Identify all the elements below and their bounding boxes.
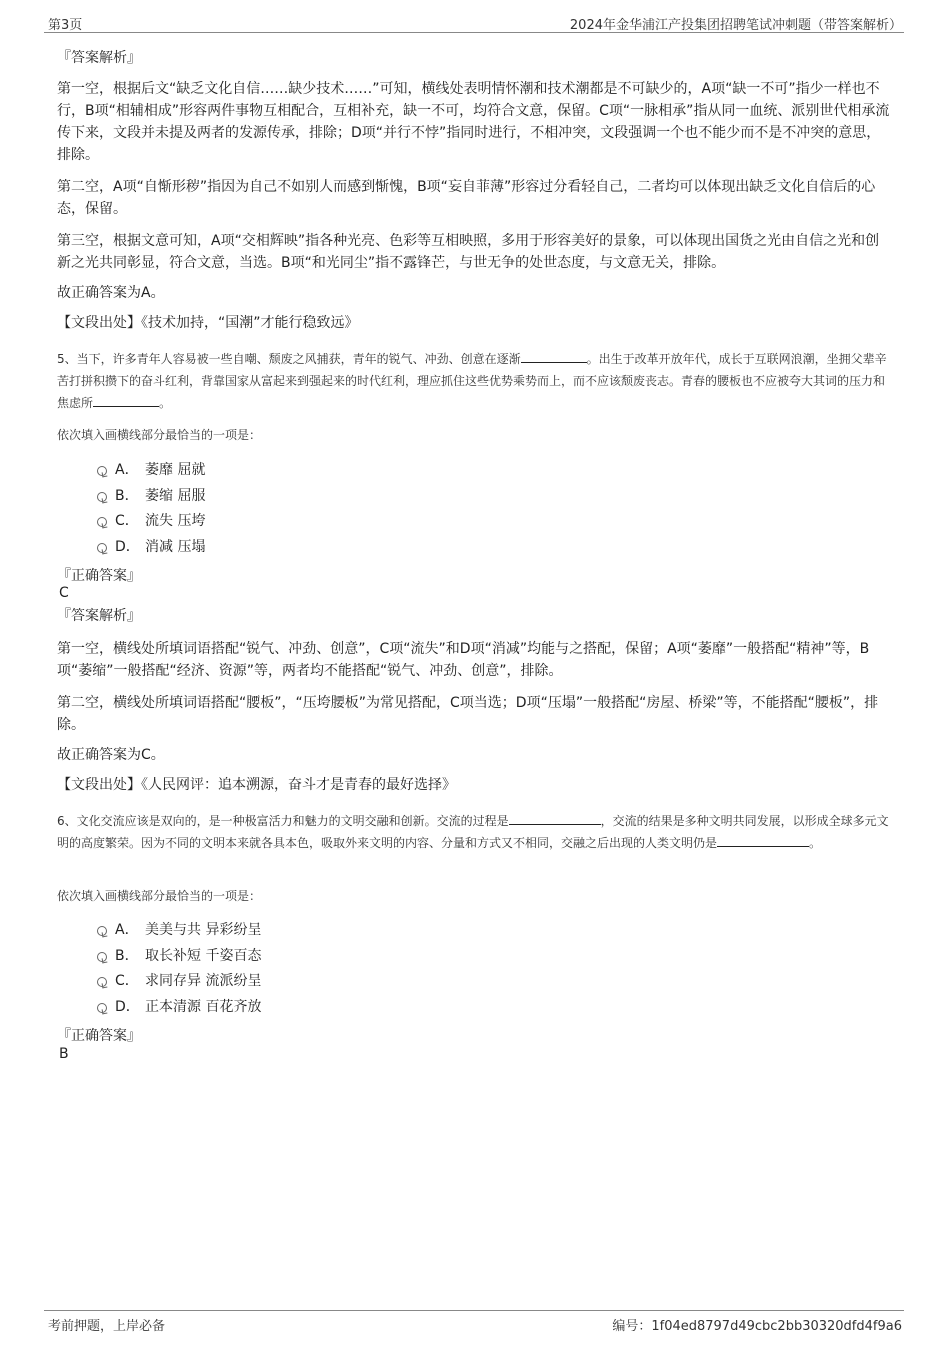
radio-icon[interactable]	[97, 517, 107, 527]
radio-icon[interactable]	[97, 543, 107, 553]
q5-answer-conclusion: 故正确答案为C。	[57, 747, 165, 763]
radio-icon[interactable]	[97, 952, 107, 962]
radio-icon[interactable]	[97, 926, 107, 936]
document-title: 2024年金华浦江产投集团招聘笔试冲刺题（带答案解析）	[569, 18, 902, 33]
q6-option-b[interactable]: B． 取长补短 千姿百态	[97, 946, 261, 972]
q6-prompt: 依次填入画横线部分最恰当的一项是：	[57, 889, 262, 903]
page-number: 第3页	[48, 18, 83, 33]
q4-analysis-p2: 第二空，A项“自惭形秽”指因为自己不如别人而感到惭愧，B项“妄自菲薄”形容过分看轻自己，二者均可以体现出缺乏文化自信后的心态，保留。	[57, 179, 876, 217]
q5-analysis	[57, 638, 892, 796]
q5-prompt: 依次填入画横线部分最恰当的一项是：	[57, 428, 262, 442]
q6-options	[97, 920, 261, 1022]
q5-option-d[interactable]: D． 消减 压塌	[97, 537, 205, 563]
q4-analysis-p1: 第一空，根据后文“缺乏文化自信……缺少技术……”可知，横线处表明情怀潮和技术潮都是不可缺少的，A项“缺一不可”指少一样也不行，B项“相辅相成”形容两件事物互相配合，互相补充，缺一不可，均符合文意，保留。C项“一脉相承”指从同一血统、派别世代相承流传下来，文段并未提及两者的发源传承，排除；D项“并行不悖”指同时进行，不相冲突，文段强调一个也不能少而不是不冲突的意思，排除。	[57, 81, 890, 163]
q5-option-b[interactable]: B． 萎缩 屈服	[97, 486, 205, 512]
radio-icon[interactable]	[97, 977, 107, 987]
q5-blank-2	[93, 392, 159, 407]
footer-slogan: 考前押题，上岸必备	[48, 1319, 166, 1334]
q5-blank-1	[521, 348, 587, 363]
q5-option-c[interactable]: C． 流失 压垮	[97, 511, 205, 537]
q4-answer-conclusion: 故正确答案为A。	[57, 285, 165, 301]
q5-source: 【文段出处】《人民网评：追本溯源，奋斗才是青春的最好选择》	[57, 777, 456, 793]
q5-option-a[interactable]: A． 萎靡 屈就	[97, 460, 205, 486]
q4-source: 【文段出处】《技术加持，“国潮”才能行稳致远》	[57, 315, 359, 331]
q6-option-a[interactable]: A． 美美与共 异彩纷呈	[97, 920, 261, 946]
q6-option-d[interactable]: D． 正本清源 百花齐放	[97, 997, 261, 1023]
q5-options	[97, 460, 205, 562]
q6-option-c[interactable]: C． 求同存异 流派纷呈	[97, 971, 261, 997]
q6-blank-1	[509, 810, 601, 825]
q6-stem: 6、文化交流应该是双向的，是一种极富活力和魅力的文明交融和创新。交流的过程是 ，交流的结果是多种文明共同发展，以形成全球多元文明的高度繁荣。因为不同的文明本来就各具本色，吸取外来文明的内容、分量和方式又不相同，交融之后出现的人类文明仍是 。	[57, 810, 892, 854]
q5-stem: 5、当下，许多青年人容易被一些自嘲、颓废之风捕获，青年的锐气、冲劲、创意在逐渐 。出生于改革开放年代，成长于互联网浪潮，坐拥父辈辛苦打拼积攒下的奋斗红利，背靠国家从富起来到强起来的时代红利，理应抓住这些优势乘势而上，而不应该颓废丧志。青春的腰板也不应被夸大其词的压力和焦虑所 。	[57, 348, 892, 414]
q6-answer-label: 『正确答案』	[57, 1028, 141, 1044]
page-footer	[44, 1310, 904, 1333]
q4-analysis-p3: 第三空，根据文意可知，A项“交相辉映”指各种光亮、色彩等互相映照，多用于形容美好的景象，可以体现出国货之光由自信之光和创新之光共同彰显，符合文意，当选。B项“和光同尘”指不露锋芒，与世无争的处世态度，与文意无关，排除。	[57, 233, 880, 271]
q4-analysis	[57, 78, 892, 334]
q5-analysis-p2: 第二空，横线处所填词语搭配“腰板”，“压垮腰板”为常见搭配，C项当选；D项“压塌”一般搭配“房屋、桥梁”等，不能搭配“腰板”，排除。	[57, 695, 879, 733]
q5-analysis-label: 『答案解析』	[57, 608, 141, 624]
q6-blank-2	[717, 832, 809, 847]
page-header	[44, 12, 904, 33]
q6-answer: B	[59, 1046, 69, 1062]
document-id: 编号：1f04ed8797d49cbc2bb30320dfd4f9a6	[612, 1319, 902, 1334]
radio-icon[interactable]	[97, 1003, 107, 1013]
radio-icon[interactable]	[97, 492, 107, 502]
radio-icon[interactable]	[97, 466, 107, 476]
q5-answer-label: 『正确答案』	[57, 568, 141, 584]
q5-analysis-p1: 第一空，横线处所填词语搭配“锐气、冲劲、创意”，C项“流失”和D项“消减”均能与之搭配，保留；A项“萎靡”一般搭配“精神”等，B项“萎缩”一般搭配“经济、资源”等，两者均不能搭配“锐气、冲劲、创意”，排除。	[57, 641, 870, 679]
q4-analysis-label: 『答案解析』	[57, 50, 141, 66]
q5-answer: C	[59, 585, 69, 601]
